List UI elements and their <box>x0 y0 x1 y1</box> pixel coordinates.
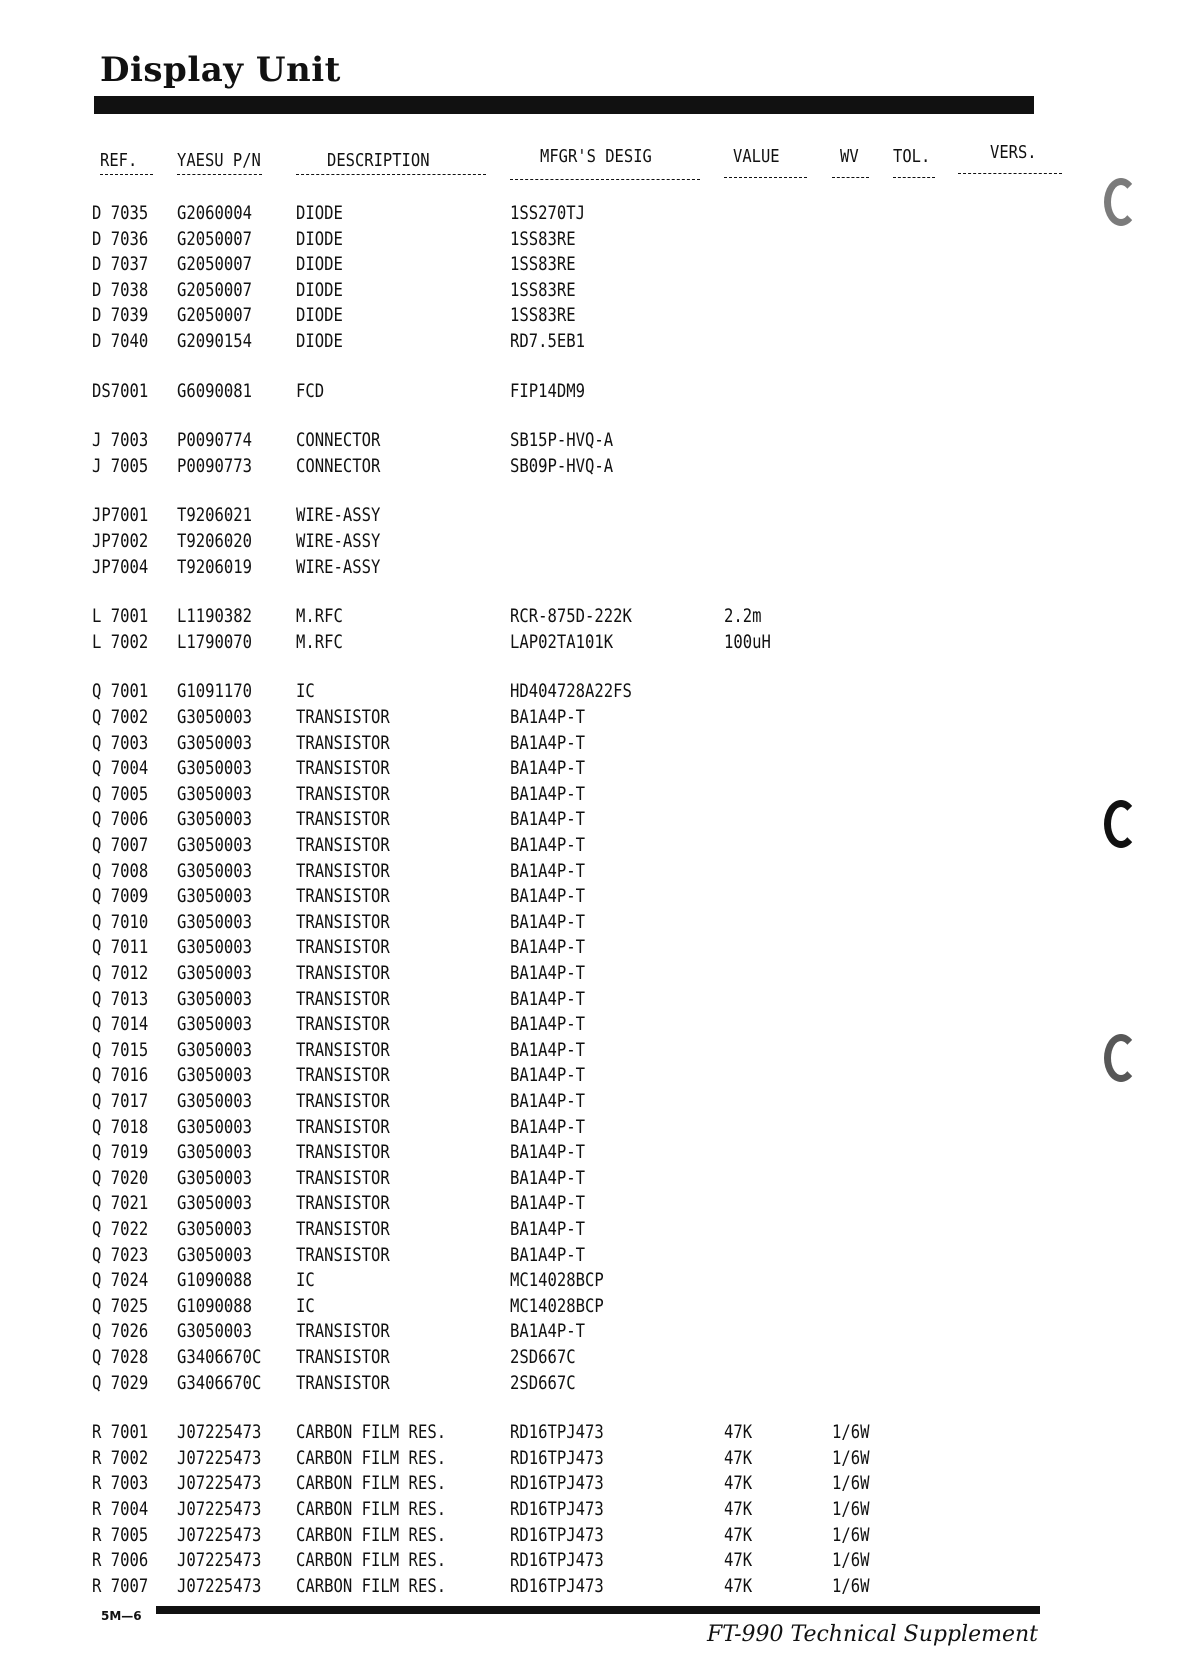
table-row <box>0 884 1190 909</box>
row-mfgr-desig: HD404728A22FS <box>510 680 632 702</box>
row-part-number: G3050003 <box>177 911 253 933</box>
row-ref: Q 7009 <box>92 885 149 907</box>
row-part-number: J07225473 <box>177 1498 262 1520</box>
col-header-mfgr: MFGR'S DESIG <box>540 146 652 167</box>
table-row <box>0 1319 1190 1344</box>
row-part-number: G2050007 <box>177 253 253 275</box>
row-mfgr-desig: BA1A4P-T <box>510 936 586 958</box>
row-ref: Q 7008 <box>92 860 149 882</box>
row-description: TRANSISTOR <box>296 1320 390 1342</box>
row-mfgr-desig: RD16TPJ473 <box>510 1447 604 1469</box>
table-row <box>0 1115 1190 1140</box>
table-row <box>0 756 1190 781</box>
binder-hole <box>1104 178 1138 226</box>
row-mfgr-desig: RD16TPJ473 <box>510 1498 604 1520</box>
row-ref: DS7001 <box>92 380 149 402</box>
table-row <box>0 1012 1190 1037</box>
row-part-number: G3050003 <box>177 1320 253 1342</box>
row-ref: Q 7025 <box>92 1295 149 1317</box>
row-wv: 1/6W <box>832 1549 870 1571</box>
row-mfgr-desig: BA1A4P-T <box>510 885 586 907</box>
row-ref: Q 7006 <box>92 808 149 830</box>
row-part-number: G3050003 <box>177 1064 253 1086</box>
row-mfgr-desig: BA1A4P-T <box>510 1320 586 1342</box>
row-ref: Q 7007 <box>92 834 149 856</box>
row-ref: Q 7016 <box>92 1064 149 1086</box>
table-row <box>0 1523 1190 1548</box>
row-wv: 1/6W <box>832 1575 870 1597</box>
col-header-ref: REF. <box>100 150 138 171</box>
row-description: TRANSISTOR <box>296 1218 390 1240</box>
table-row <box>0 329 1190 354</box>
row-ref: Q 7026 <box>92 1320 149 1342</box>
table-row <box>0 428 1190 453</box>
row-description: TRANSISTOR <box>296 808 390 830</box>
row-description: WIRE-ASSY <box>296 530 381 552</box>
row-description: WIRE-ASSY <box>296 556 381 578</box>
col-header-wv: WV <box>840 146 859 167</box>
row-wv: 1/6W <box>832 1524 870 1546</box>
row-value: 2.2m <box>724 605 762 627</box>
table-row <box>0 1345 1190 1370</box>
row-mfgr-desig: FIP14DM9 <box>510 380 586 402</box>
table-row <box>0 1268 1190 1293</box>
row-part-number: G3050003 <box>177 1192 253 1214</box>
row-mfgr-desig: MC14028BCP <box>510 1295 604 1317</box>
row-ref: Q 7023 <box>92 1244 149 1266</box>
row-ref: R 7001 <box>92 1421 149 1443</box>
row-value: 47K <box>724 1447 753 1469</box>
row-description: TRANSISTOR <box>296 885 390 907</box>
row-ref: Q 7001 <box>92 680 149 702</box>
row-description: IC <box>296 680 315 702</box>
table-row <box>0 201 1190 226</box>
row-mfgr-desig: SB09P-HVQ-A <box>510 455 614 477</box>
row-ref: JP7002 <box>92 530 149 552</box>
row-ref: Q 7004 <box>92 757 149 779</box>
row-mfgr-desig: BA1A4P-T <box>510 1192 586 1214</box>
table-row <box>0 807 1190 832</box>
row-mfgr-desig: BA1A4P-T <box>510 1218 586 1240</box>
row-wv: 1/6W <box>832 1498 870 1520</box>
table-row <box>0 1166 1190 1191</box>
table-row <box>0 1191 1190 1216</box>
table-row <box>0 987 1190 1012</box>
table-row <box>0 705 1190 730</box>
row-ref: Q 7015 <box>92 1039 149 1061</box>
row-description: TRANSISTOR <box>296 936 390 958</box>
row-description: TRANSISTOR <box>296 1116 390 1138</box>
row-mfgr-desig: BA1A4P-T <box>510 1064 586 1086</box>
row-ref: Q 7022 <box>92 1218 149 1240</box>
row-description: TRANSISTOR <box>296 1346 390 1368</box>
table-row <box>0 379 1190 404</box>
row-description: TRANSISTOR <box>296 1372 390 1394</box>
row-description: TRANSISTOR <box>296 1064 390 1086</box>
col-header-pn: YAESU P/N <box>177 150 261 171</box>
row-ref: D 7035 <box>92 202 149 224</box>
table-row <box>0 961 1190 986</box>
row-part-number: G3050003 <box>177 1218 253 1240</box>
row-mfgr-desig: RD16TPJ473 <box>510 1549 604 1571</box>
row-ref: Q 7018 <box>92 1116 149 1138</box>
row-part-number: T9206020 <box>177 530 253 552</box>
table-row <box>0 1063 1190 1088</box>
table-row <box>0 503 1190 528</box>
row-description: CARBON FILM RES. <box>296 1575 447 1597</box>
row-part-number: G3050003 <box>177 860 253 882</box>
row-mfgr-desig: BA1A4P-T <box>510 1090 586 1112</box>
table-row <box>0 1038 1190 1063</box>
row-ref: Q 7010 <box>92 911 149 933</box>
row-mfgr-desig: BA1A4P-T <box>510 783 586 805</box>
row-wv: 1/6W <box>832 1472 870 1494</box>
row-part-number: G2050007 <box>177 279 253 301</box>
row-ref: J 7005 <box>92 455 149 477</box>
row-description: TRANSISTOR <box>296 1090 390 1112</box>
row-ref: Q 7002 <box>92 706 149 728</box>
table-row <box>0 1471 1190 1496</box>
row-description: CONNECTOR <box>296 429 381 451</box>
row-ref: D 7038 <box>92 279 149 301</box>
row-ref: R 7004 <box>92 1498 149 1520</box>
row-description: TRANSISTOR <box>296 706 390 728</box>
row-part-number: J07225473 <box>177 1575 262 1597</box>
col-header-vers: VERS. <box>990 142 1037 163</box>
row-description: TRANSISTOR <box>296 1167 390 1189</box>
row-mfgr-desig: 1SS270TJ <box>510 202 586 224</box>
row-mfgr-desig: MC14028BCP <box>510 1269 604 1291</box>
row-ref: Q 7021 <box>92 1192 149 1214</box>
col-header-value: VALUE <box>733 146 780 167</box>
row-ref: Q 7013 <box>92 988 149 1010</box>
row-description: IC <box>296 1295 315 1317</box>
row-ref: R 7006 <box>92 1549 149 1571</box>
table-row <box>0 1446 1190 1471</box>
footer-title: FT-990 Technical Supplement <box>706 1622 1038 1647</box>
table-row <box>0 252 1190 277</box>
row-ref: Q 7029 <box>92 1372 149 1394</box>
row-ref: R 7007 <box>92 1575 149 1597</box>
row-description: TRANSISTOR <box>296 1192 390 1214</box>
row-ref: R 7003 <box>92 1472 149 1494</box>
row-description: TRANSISTOR <box>296 783 390 805</box>
table-row <box>0 529 1190 554</box>
table-row <box>0 679 1190 704</box>
row-part-number: L1790070 <box>177 631 253 653</box>
row-description: M.RFC <box>296 605 343 627</box>
row-description: CARBON FILM RES. <box>296 1447 447 1469</box>
row-ref: Q 7017 <box>92 1090 149 1112</box>
row-part-number: P0090773 <box>177 455 253 477</box>
row-part-number: P0090774 <box>177 429 253 451</box>
table-row <box>0 859 1190 884</box>
row-mfgr-desig: BA1A4P-T <box>510 988 586 1010</box>
row-part-number: G3050003 <box>177 988 253 1010</box>
binder-hole <box>1104 1034 1138 1082</box>
row-part-number: G3050003 <box>177 1141 253 1163</box>
page-title: Display Unit <box>100 50 341 90</box>
row-mfgr-desig: BA1A4P-T <box>510 1013 586 1035</box>
row-part-number: T9206019 <box>177 556 253 578</box>
row-description: TRANSISTOR <box>296 911 390 933</box>
row-ref: JP7004 <box>92 556 149 578</box>
table-row <box>0 1497 1190 1522</box>
table-row <box>0 1420 1190 1445</box>
row-description: TRANSISTOR <box>296 1141 390 1163</box>
row-mfgr-desig: BA1A4P-T <box>510 1244 586 1266</box>
row-description: TRANSISTOR <box>296 988 390 1010</box>
row-mfgr-desig: BA1A4P-T <box>510 757 586 779</box>
row-mfgr-desig: RD16TPJ473 <box>510 1575 604 1597</box>
table-row <box>0 1371 1190 1396</box>
row-description: TRANSISTOR <box>296 860 390 882</box>
table-row <box>0 454 1190 479</box>
table-row <box>0 1548 1190 1573</box>
row-mfgr-desig: 2SD667C <box>510 1372 576 1394</box>
row-mfgr-desig: BA1A4P-T <box>510 808 586 830</box>
row-part-number: G6090081 <box>177 380 253 402</box>
row-mfgr-desig: 1SS83RE <box>510 279 576 301</box>
row-value: 47K <box>724 1498 753 1520</box>
row-ref: Q 7011 <box>92 936 149 958</box>
table-row <box>0 731 1190 756</box>
row-mfgr-desig: 1SS83RE <box>510 228 576 250</box>
row-value: 100uH <box>724 631 771 653</box>
row-mfgr-desig: BA1A4P-T <box>510 1116 586 1138</box>
row-wv: 1/6W <box>832 1421 870 1443</box>
row-ref: R 7005 <box>92 1524 149 1546</box>
row-description: CONNECTOR <box>296 455 381 477</box>
row-mfgr-desig: BA1A4P-T <box>510 1167 586 1189</box>
row-description: CARBON FILM RES. <box>296 1549 447 1571</box>
row-part-number: J07225473 <box>177 1524 262 1546</box>
row-part-number: G3050003 <box>177 1090 253 1112</box>
row-part-number: G2060004 <box>177 202 253 224</box>
row-value: 47K <box>724 1549 753 1571</box>
row-mfgr-desig: BA1A4P-T <box>510 911 586 933</box>
row-mfgr-desig: RCR-875D-222K <box>510 605 632 627</box>
row-description: DIODE <box>296 202 343 224</box>
row-description: M.RFC <box>296 631 343 653</box>
row-part-number: J07225473 <box>177 1421 262 1443</box>
row-ref: R 7002 <box>92 1447 149 1469</box>
table-row <box>0 604 1190 629</box>
row-ref: Q 7028 <box>92 1346 149 1368</box>
row-mfgr-desig: BA1A4P-T <box>510 860 586 882</box>
row-part-number: G1091170 <box>177 680 253 702</box>
row-part-number: G3050003 <box>177 808 253 830</box>
row-description: TRANSISTOR <box>296 1039 390 1061</box>
table-row <box>0 1140 1190 1165</box>
row-ref: Q 7019 <box>92 1141 149 1163</box>
col-header-tol: TOL. <box>893 146 931 167</box>
row-ref: Q 7005 <box>92 783 149 805</box>
row-description: IC <box>296 1269 315 1291</box>
row-part-number: G3050003 <box>177 936 253 958</box>
page-number: 5M—6 <box>101 1609 142 1623</box>
row-description: CARBON FILM RES. <box>296 1498 447 1520</box>
row-description: TRANSISTOR <box>296 757 390 779</box>
row-description: TRANSISTOR <box>296 834 390 856</box>
row-mfgr-desig: BA1A4P-T <box>510 732 586 754</box>
row-description: TRANSISTOR <box>296 962 390 984</box>
binder-hole <box>1104 800 1138 848</box>
row-description: DIODE <box>296 304 343 326</box>
row-description: TRANSISTOR <box>296 1013 390 1035</box>
footer-rule <box>156 1606 1040 1614</box>
row-ref: D 7039 <box>92 304 149 326</box>
table-row <box>0 910 1190 935</box>
row-mfgr-desig: BA1A4P-T <box>510 706 586 728</box>
row-part-number: G3050003 <box>177 885 253 907</box>
row-mfgr-desig: 2SD667C <box>510 1346 576 1368</box>
row-part-number: G3050003 <box>177 706 253 728</box>
row-mfgr-desig: 1SS83RE <box>510 253 576 275</box>
row-mfgr-desig: SB15P-HVQ-A <box>510 429 614 451</box>
table-row <box>0 1243 1190 1268</box>
row-ref: JP7001 <box>92 504 149 526</box>
row-ref: D 7036 <box>92 228 149 250</box>
row-mfgr-desig: LAP02TA101K <box>510 631 614 653</box>
row-mfgr-desig: 1SS83RE <box>510 304 576 326</box>
row-part-number: G3050003 <box>177 1116 253 1138</box>
row-description: DIODE <box>296 253 343 275</box>
row-part-number: L1190382 <box>177 605 253 627</box>
row-part-number: G3050003 <box>177 1244 253 1266</box>
row-part-number: G3050003 <box>177 757 253 779</box>
row-ref: L 7002 <box>92 631 149 653</box>
row-ref: Q 7012 <box>92 962 149 984</box>
row-description: CARBON FILM RES. <box>296 1421 447 1443</box>
row-part-number: G2050007 <box>177 228 253 250</box>
row-value: 47K <box>724 1575 753 1597</box>
row-part-number: J07225473 <box>177 1549 262 1571</box>
table-row <box>0 1574 1190 1599</box>
row-part-number: G3050003 <box>177 834 253 856</box>
row-ref: D 7037 <box>92 253 149 275</box>
row-ref: D 7040 <box>92 330 149 352</box>
row-part-number: J07225473 <box>177 1472 262 1494</box>
table-row <box>0 1217 1190 1242</box>
row-part-number: G1090088 <box>177 1269 253 1291</box>
table-row <box>0 630 1190 655</box>
row-description: WIRE-ASSY <box>296 504 381 526</box>
row-description: TRANSISTOR <box>296 732 390 754</box>
table-row <box>0 833 1190 858</box>
row-ref: Q 7014 <box>92 1013 149 1035</box>
row-part-number: G2050007 <box>177 304 253 326</box>
row-description: CARBON FILM RES. <box>296 1472 447 1494</box>
row-part-number: G3050003 <box>177 962 253 984</box>
row-value: 47K <box>724 1472 753 1494</box>
table-row <box>0 303 1190 328</box>
table-row <box>0 782 1190 807</box>
row-ref: Q 7020 <box>92 1167 149 1189</box>
row-mfgr-desig: BA1A4P-T <box>510 1039 586 1061</box>
row-description: DIODE <box>296 330 343 352</box>
table-row <box>0 227 1190 252</box>
row-part-number: G3050003 <box>177 732 253 754</box>
table-row <box>0 555 1190 580</box>
row-part-number: G2090154 <box>177 330 253 352</box>
row-ref: Q 7024 <box>92 1269 149 1291</box>
row-part-number: G3050003 <box>177 1039 253 1061</box>
row-ref: L 7001 <box>92 605 149 627</box>
row-part-number: T9206021 <box>177 504 253 526</box>
row-mfgr-desig: BA1A4P-T <box>510 834 586 856</box>
row-part-number: G1090088 <box>177 1295 253 1317</box>
row-part-number: G3406670C <box>177 1372 262 1394</box>
row-description: DIODE <box>296 228 343 250</box>
row-mfgr-desig: BA1A4P-T <box>510 1141 586 1163</box>
row-mfgr-desig: RD16TPJ473 <box>510 1472 604 1494</box>
row-mfgr-desig: RD7.5EB1 <box>510 330 586 352</box>
row-mfgr-desig: RD16TPJ473 <box>510 1421 604 1443</box>
row-description: CARBON FILM RES. <box>296 1524 447 1546</box>
row-part-number: G3050003 <box>177 1013 253 1035</box>
row-value: 47K <box>724 1524 753 1546</box>
row-description: DIODE <box>296 279 343 301</box>
table-row <box>0 1294 1190 1319</box>
row-part-number: J07225473 <box>177 1447 262 1469</box>
row-ref: J 7003 <box>92 429 149 451</box>
table-row <box>0 935 1190 960</box>
row-mfgr-desig: RD16TPJ473 <box>510 1524 604 1546</box>
row-part-number: G3406670C <box>177 1346 262 1368</box>
row-ref: Q 7003 <box>92 732 149 754</box>
row-mfgr-desig: BA1A4P-T <box>510 962 586 984</box>
row-part-number: G3050003 <box>177 1167 253 1189</box>
table-row <box>0 278 1190 303</box>
col-header-desc: DESCRIPTION <box>327 150 430 171</box>
row-description: TRANSISTOR <box>296 1244 390 1266</box>
table-row <box>0 1089 1190 1114</box>
row-description: FCD <box>296 380 325 402</box>
row-part-number: G3050003 <box>177 783 253 805</box>
row-value: 47K <box>724 1421 753 1443</box>
row-wv: 1/6W <box>832 1447 870 1469</box>
